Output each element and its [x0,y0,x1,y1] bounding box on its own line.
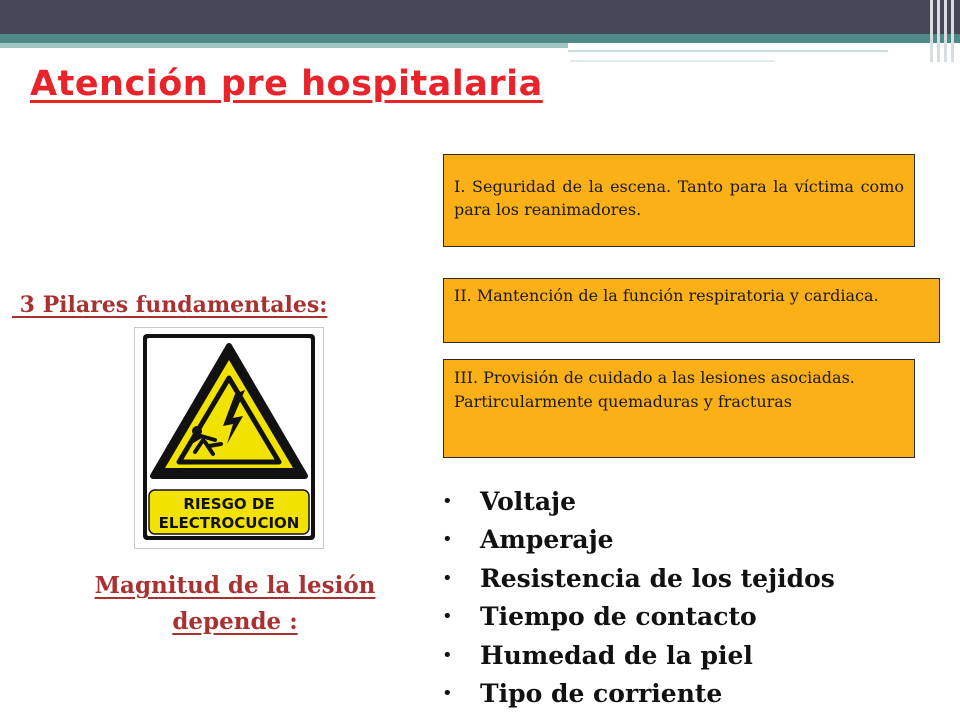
pillar-3-text: III. Provisión de cuidado a las lesiones asociadas. [454,368,855,387]
factor-text: Humedad de la piel [480,640,753,670]
header-accent-band [0,34,960,43]
pillar-box-1 [443,154,915,247]
bullet-icon: • [442,606,453,628]
warning-sign-graphic [135,328,323,548]
list-item [440,675,940,714]
electrocution-warning-sign [134,327,324,549]
pillar-3-subtext: Partircularmente quemaduras y fracturas [454,392,793,411]
bullet-icon: • [442,683,453,705]
factor-text: Tiempo de contacto [480,602,757,632]
sign-text-line2: ELECTROCUCION [158,514,300,532]
factor-text: Voltaje [480,486,576,516]
pillar-2-text: II. Mantención de la función respiratoria y cardiaca. [454,286,879,305]
pillar-box-2 [443,278,940,343]
magnitude-line-2: depende : [172,608,298,635]
sign-text-line1: RIESGO DE [183,495,275,513]
header-corner-stripes [924,0,960,62]
header-accent-band-light [0,43,568,48]
header-bar [0,0,960,34]
header-divider-line-short [570,60,775,62]
factor-text: Amperaje [480,525,614,555]
factor-text: Tipo de corriente [480,679,723,709]
list-item [440,482,940,521]
list-item [440,598,940,637]
factors-list [440,482,940,713]
list-item [440,636,940,675]
pillar-1-text: I. Seguridad de la escena. Tanto para la víctima como para los reanimadores. [454,177,904,219]
pillar-box-3 [443,359,915,458]
slide-title: Atención pre hospitalaria [30,64,543,104]
bullet-icon: • [442,490,453,512]
magnitude-line-1: Magnitud de la lesión [94,572,376,599]
pillars-label: 3 Pilares fundamentales: [12,292,328,318]
bullet-icon: • [442,529,453,551]
bullet-icon: • [442,567,453,589]
header-divider-line [568,50,888,52]
bullet-icon: • [442,644,453,666]
list-item [440,521,940,560]
magnitude-label [40,568,430,640]
factor-text: Resistencia de los tejidos [480,563,835,593]
list-item [440,559,940,598]
